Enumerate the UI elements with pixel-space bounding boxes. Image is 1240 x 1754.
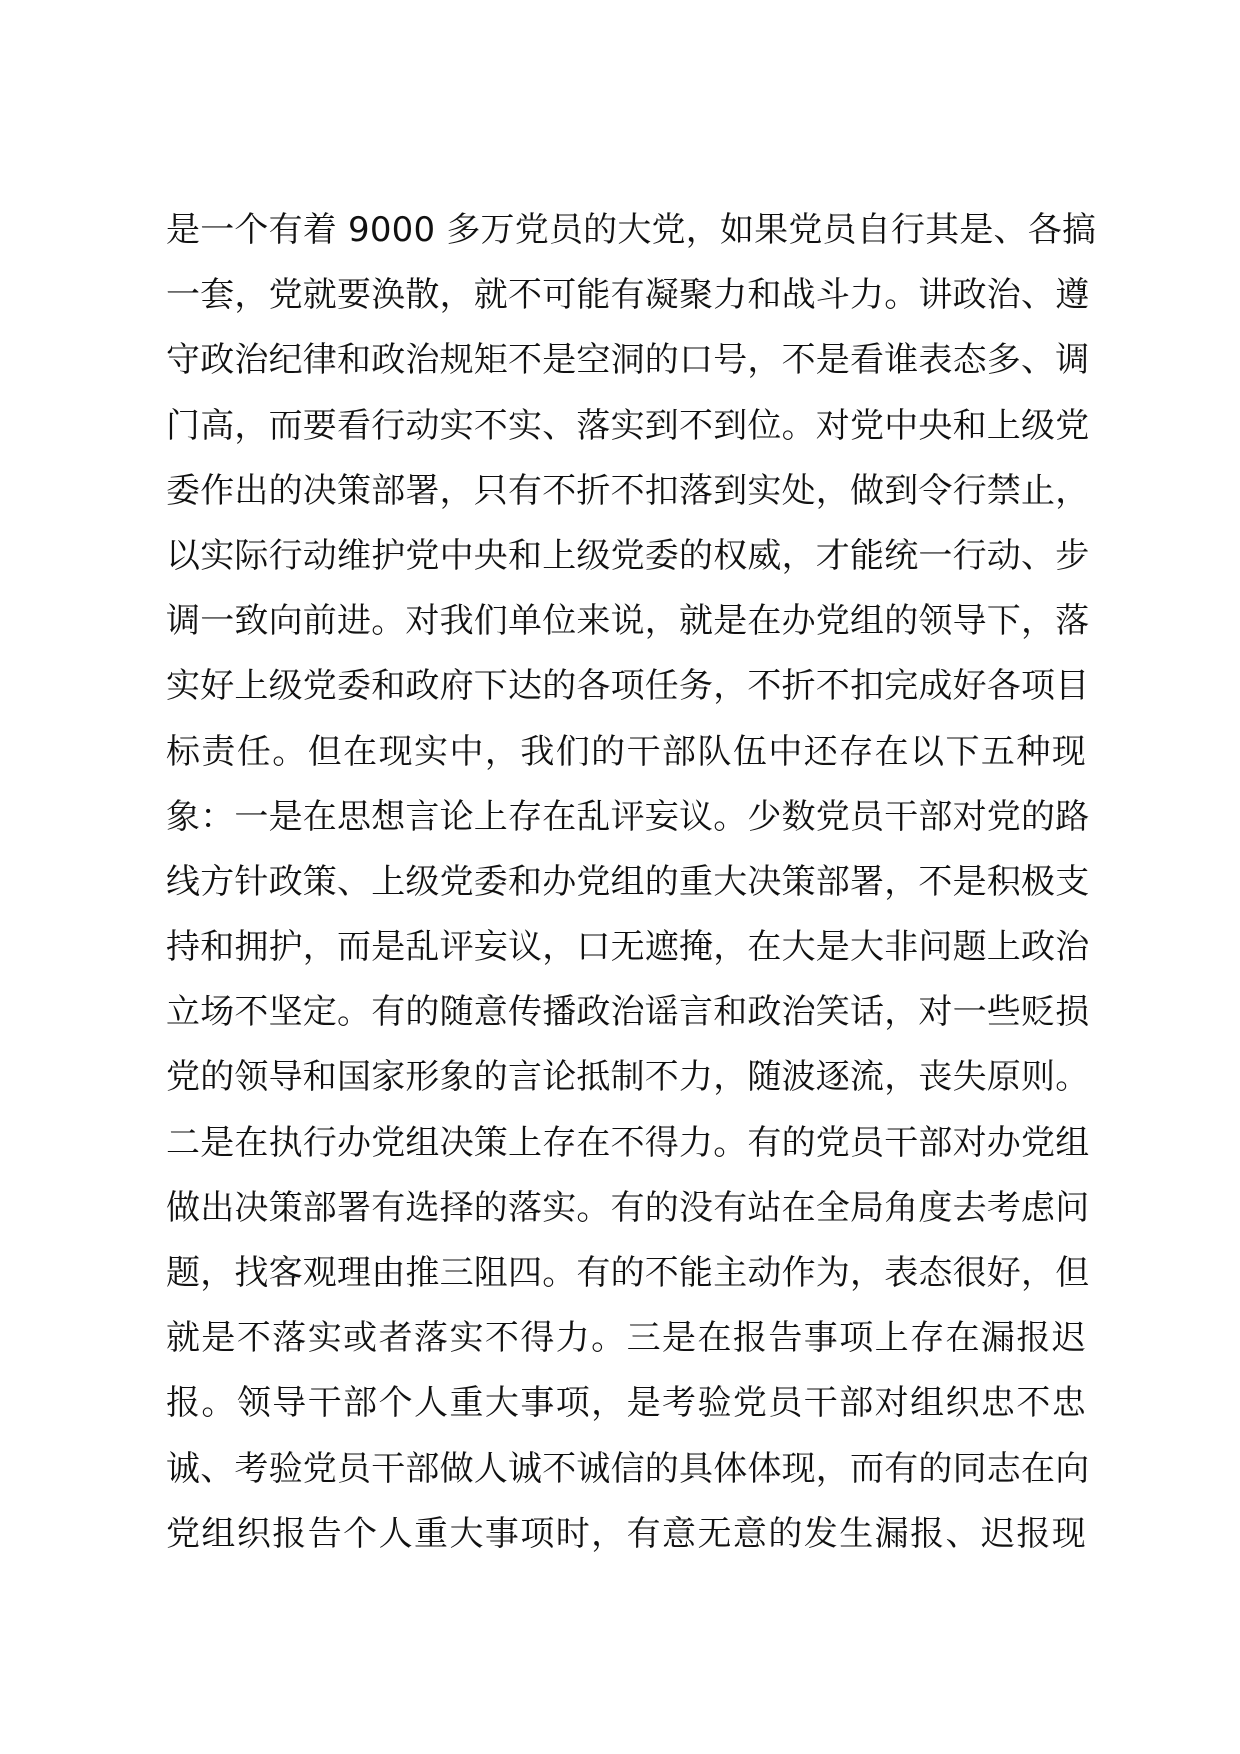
- text-line: 实好上级党委和政府下达的各项任务，不折不扣完成好各项目: [166, 666, 1090, 707]
- text-line: 做出决策部署有选择的落实。有的没有站在全局角度去考虑问: [166, 1187, 1090, 1228]
- text-line: 调一致向前进。对我们单位来说，就是在办党组的领导下，落: [166, 601, 1090, 642]
- text-line: 二是在执行办党组决策上存在不得力。有的党员干部对办党组: [166, 1122, 1090, 1163]
- text-line: 诚、考验党员干部做人诚不诚信的具体体现，而有的同志在向: [166, 1448, 1090, 1489]
- text-line: 党的领导和国家形象的言论抵制不力，随波逐流，丧失原则。: [166, 1057, 1090, 1098]
- text-line: 题，找客观理由推三阻四。有的不能主动作为，表态很好，但: [166, 1253, 1090, 1293]
- text-line: 线方针政策、上级党委和办党组的重大决策部署，不是积极支: [166, 861, 1090, 902]
- text-line: 以实际行动维护党中央和上级党委的权威，才能统一行动、步: [166, 535, 1090, 576]
- text-line: 象：一是在思想言论上存在乱评妄议。少数党员干部对党的路: [166, 796, 1090, 837]
- text-line: 门高，而要看行动实不实、落实到不到位。对党中央和上级党: [166, 405, 1090, 446]
- text-line: 持和拥护，而是乱评妄议，口无遮掩，在大是大非问题上政治: [166, 927, 1090, 968]
- text-line: 报。领导干部个人重大事项，是考验党员干部对组织忠不忠: [166, 1383, 1086, 1424]
- text-line: 一套，党就要涣散，就不可能有凝聚力和战斗力。讲政治、遵: [166, 275, 1090, 316]
- text-line: 立场不坚定。有的随意传播政治谣言和政治笑话，对一些贬损: [166, 992, 1090, 1033]
- body-text: [166, 198, 1097, 1567]
- text-line: 是一个有着 9000 多万党员的大党，如果党员自行其是、各搞: [166, 210, 1097, 250]
- text-line: 标责任。但在现实中，我们的干部队伍中还存在以下五种现: [166, 731, 1086, 772]
- text-line: 党组织报告个人重大事项时，有意无意的发生漏报、迟报现: [166, 1513, 1086, 1554]
- text-line: 委作出的决策部署，只有不折不扣落到实处，做到令行禁止，: [166, 470, 1090, 511]
- text-line: 就是不落实或者落实不得力。三是在报告事项上存在漏报迟: [166, 1318, 1086, 1359]
- text-line: 守政治纪律和政治规矩不是空洞的口号，不是看谁表态多、调: [166, 340, 1090, 381]
